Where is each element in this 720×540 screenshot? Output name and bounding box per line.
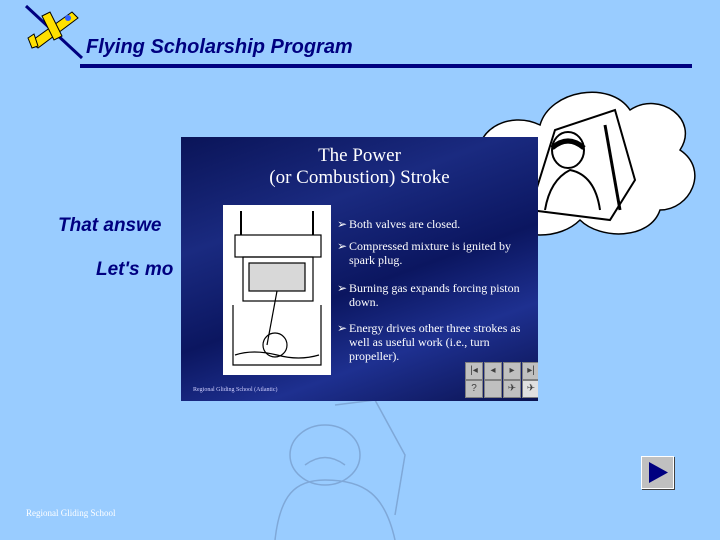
blank-button[interactable] xyxy=(484,380,502,398)
bullet-3: ➢ Burning gas expands forcing piston down. xyxy=(337,281,520,309)
prev-slide-button[interactable]: ◂ xyxy=(484,362,502,380)
slide-title-line-2: (or Combustion) Stroke xyxy=(269,167,450,188)
bullet-4: ➢ Energy drives other three strokes as well as useful work (i.e., turn propeller). xyxy=(337,321,521,363)
page-title: Flying Scholarship Program xyxy=(86,36,353,58)
header-divider xyxy=(80,64,692,68)
bullet-1: ➢ Both valves are closed. xyxy=(337,217,461,231)
last-slide-button[interactable]: ▸| xyxy=(522,362,538,380)
airplane-nav-icon[interactable]: ✈ xyxy=(503,380,521,398)
body-text-line-2: Let's mo xyxy=(96,259,174,280)
next-slide-button[interactable]: ▸ xyxy=(503,362,521,380)
plane-home-icon[interactable]: ✈ xyxy=(522,380,538,398)
slide-footer: Regional Gliding School (Atlantic) xyxy=(193,387,278,393)
bullet-2: ➢ Compressed mixture is ignited by spark plug. xyxy=(337,239,511,267)
pilot-watermark-icon xyxy=(255,395,435,540)
engine-cylinder-diagram xyxy=(223,205,331,375)
help-button[interactable]: ? xyxy=(465,380,483,398)
play-arrow-icon xyxy=(642,457,673,488)
airplane-logo-icon xyxy=(20,2,86,62)
slide-title-line-1: The Power xyxy=(318,145,401,166)
footer-text: Regional Gliding School xyxy=(26,508,116,518)
body-text-line-1: That answe xyxy=(58,215,162,236)
first-slide-button[interactable]: |◂ xyxy=(465,362,483,380)
next-button[interactable] xyxy=(641,456,674,489)
embedded-slide xyxy=(181,137,538,401)
